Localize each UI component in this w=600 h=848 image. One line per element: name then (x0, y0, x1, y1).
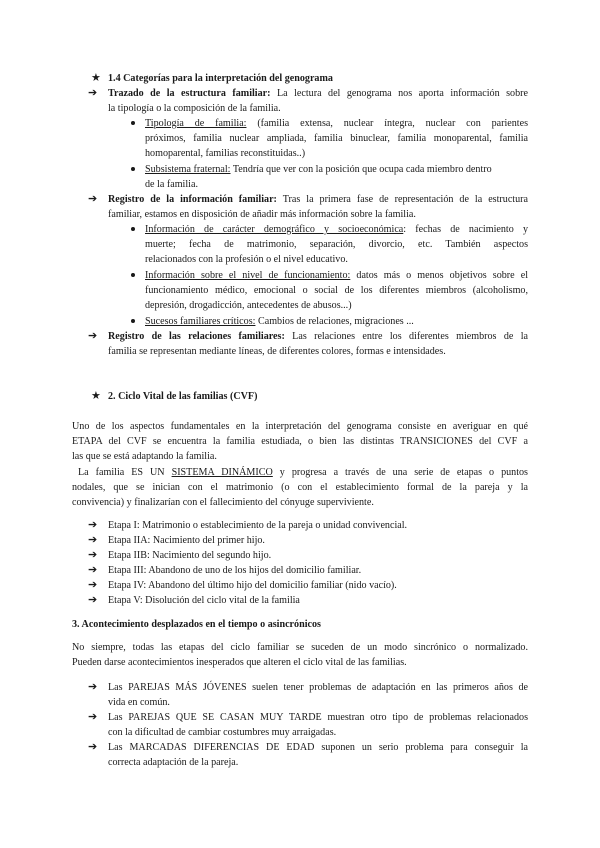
section-heading: 2. Ciclo Vital de las familias (CVF) (108, 391, 258, 402)
etapa-item: Etapa I: Matrimonio o establecimiento de la pareja o unidad convivencial. (108, 520, 408, 531)
trazado-line-1: Trazado de la estructura familiar: La lectura del genograma nos aporta información sobre (108, 88, 528, 99)
subsistema-line-1: Subsistema fraternal: Tendría que ver con la posición que ocupa cada miembro dentro (145, 164, 492, 175)
registro-line-1: Registro de la información familiar: Tras la primera fase de representación de la estructura (108, 194, 528, 205)
asincronico-item: Las PAREJAS QUE SE CASAN MUY TARDE muestran otro tipo de problemas relacionados (108, 712, 528, 723)
tipologia-line-2: próximos, familia nuclear ampliada, familia binuclear, familia monoparental, familia (145, 133, 528, 144)
paragraph-line: Pueden darse acontecimientos inesperados que alteren el ciclo vital de las familias. (72, 657, 407, 668)
demografico-line-2: muerte; fecha de matrimonio, separación, divorcio, etc. También aspectos (145, 239, 528, 250)
star-bullet-icon: ★ (91, 390, 101, 402)
arrow-bullet-icon: ➔ (88, 519, 98, 531)
relaciones-line-2: familia se representan mediante líneas, de diferentes colores, formas e intensidades. (108, 346, 446, 357)
sucesos-line: Sucesos familiares críticos: Cambios de relaciones, migraciones ... (145, 316, 414, 327)
registro-line-2: familiar, estamos en disposición de añadir más información sobre la familia. (108, 209, 416, 220)
tipologia-line-1: Tipología de familia: (familia extensa, nuclear íntegra, nuclear con parientes (145, 118, 529, 129)
etapa-item: Etapa IIA: Nacimiento del primer hijo. (108, 535, 265, 546)
arrow-bullet-icon: ➔ (88, 534, 98, 546)
section-heading: 1.4 Categorías para la interpretación del genograma (108, 73, 333, 84)
asincronico-item: Las PAREJAS MÁS JÓVENES suelen tener problemas de adaptación en las primeros años de (108, 682, 528, 693)
arrow-bullet-icon: ➔ (88, 579, 98, 591)
asincronico-item: Las MARCADAS DIFERENCIAS DE EDAD suponen un serio problema para conseguir la (108, 742, 528, 753)
etapa-item: Etapa V: Disolución del ciclo vital de la familia (108, 595, 300, 606)
asincronico-item: vida en común. (108, 697, 170, 708)
etapa-item: Etapa IV: Abandono del último hijo del domicilio familiar (nido vacío). (108, 580, 397, 591)
star-bullet-icon: ★ (91, 72, 101, 84)
paragraph-line: La familia ES UN SISTEMA DINÁMICO y progresa a través de una serie de etapas o puntos (78, 467, 528, 478)
asincronico-item: correcta adaptación de la pareja. (108, 757, 239, 768)
paragraph-line: Uno de los aspectos fundamentales en la interpretación del genograma consiste en averiguar en qué (72, 421, 528, 432)
demografico-line-1: Información de carácter demográfico y socioeconómica: fechas de nacimiento y (145, 224, 528, 235)
etapa-item: Etapa IIB: Nacimiento del segundo hijo. (108, 550, 272, 561)
funcionamiento-line-3: depresión, drogadicción, antecedentes de abusos...) (145, 300, 352, 311)
funcionamiento-line-2: funcionamiento médico, emocional o social de los diferentes miembros (alcoholismo, (145, 285, 528, 296)
dot-bullet-icon (131, 319, 135, 323)
etapa-item: Etapa III: Abandono de uno de los hijos del domicilio familiar. (108, 565, 362, 576)
dot-bullet-icon (131, 273, 135, 277)
arrow-bullet-icon: ➔ (88, 711, 98, 723)
arrow-bullet-icon: ➔ (88, 594, 98, 606)
arrow-bullet-icon: ➔ (88, 87, 98, 99)
section-heading: 3. Acontecimiento desplazados en el tiempo o asincrónicos (72, 619, 321, 630)
tipologia-line-3: homoparental, familias reconstituidas..) (145, 148, 306, 159)
dot-bullet-icon (131, 167, 135, 171)
paragraph-line: ETAPA del CVF se encuentra la familia estudiada, o bien las distintas TRANSICIONES del CVF a (72, 436, 528, 447)
asincronico-item: con la dificultad de cambiar costumbres muy arraigadas. (108, 727, 337, 738)
arrow-bullet-icon: ➔ (88, 564, 98, 576)
arrow-bullet-icon: ➔ (88, 549, 98, 561)
arrow-bullet-icon: ➔ (88, 681, 98, 693)
paragraph-line: No siempre, todas las etapas del ciclo familiar se suceden de un modo sincrónico o normalizado. (72, 642, 528, 653)
paragraph-line: convivencia) y finalizarían con el fallecimiento del cónyuge superviviente. (72, 497, 374, 508)
demografico-line-3: relacionados con la profesión o el nivel educativo. (145, 254, 348, 265)
dot-bullet-icon (131, 121, 135, 125)
arrow-bullet-icon: ➔ (88, 330, 98, 342)
dot-bullet-icon (131, 227, 135, 231)
funcionamiento-line-1: Información sobre el nivel de funcionamiento: datos más o menos objetivos sobre el (145, 270, 528, 281)
subsistema-line-2: de la familia. (145, 179, 198, 190)
trazado-line-2: la tipología o la composición de la familia. (108, 103, 281, 114)
paragraph-line: nodales, que se inician con el matrimonio (o con el establecimiento formal de la pareja y la (72, 482, 528, 493)
relaciones-line-1: Registro de las relaciones familiares: Las relaciones entre los diferentes miembros de la (108, 331, 528, 342)
paragraph-line: las que se está adaptando la familia. (72, 451, 217, 462)
arrow-bullet-icon: ➔ (88, 741, 98, 753)
arrow-bullet-icon: ➔ (88, 193, 98, 205)
